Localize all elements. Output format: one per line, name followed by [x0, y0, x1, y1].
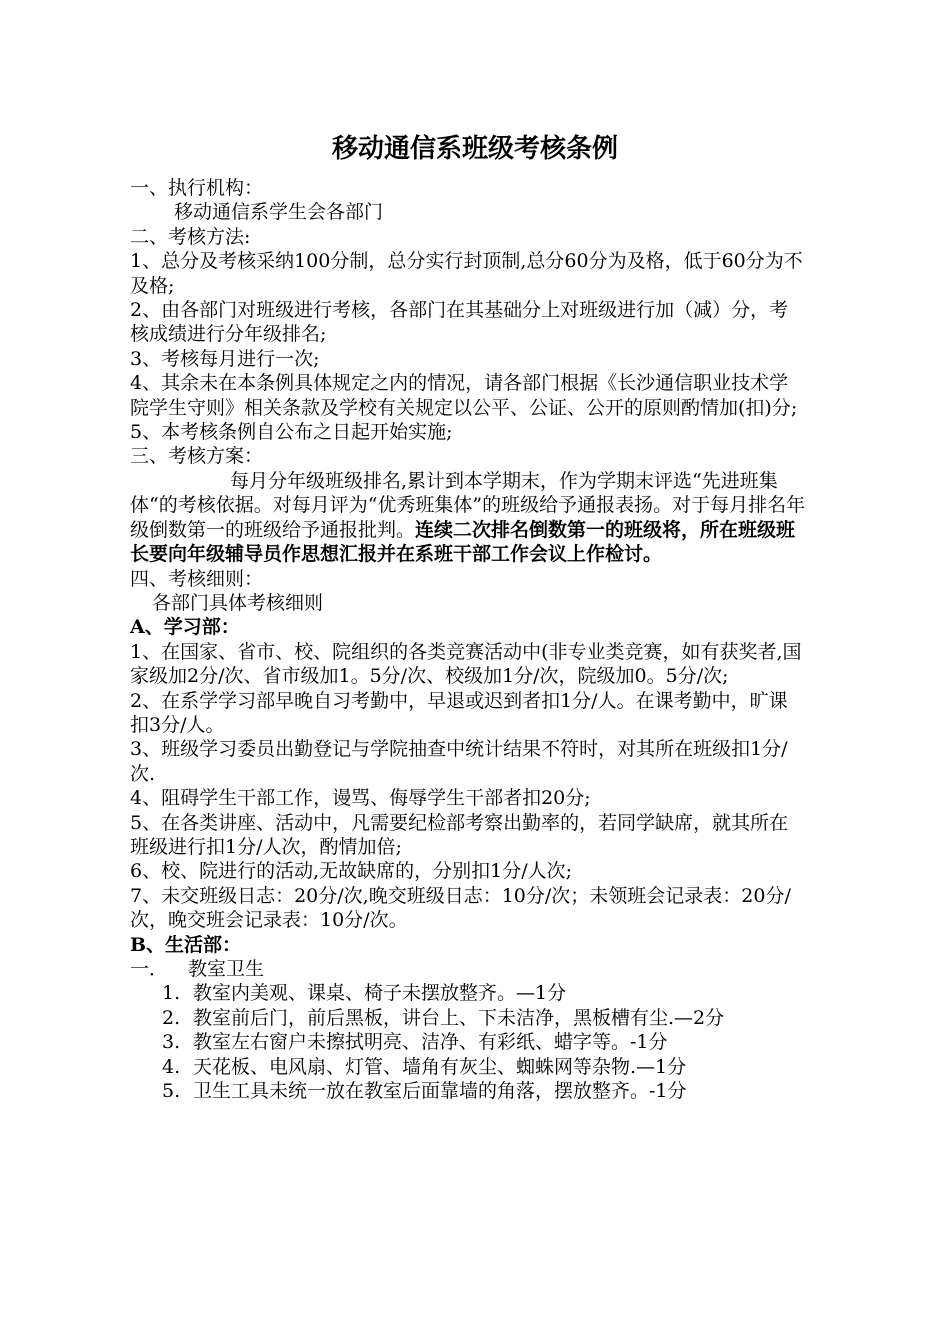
list-item-text: 教室前后门，前后黑板，讲台上、下未洁净，黑板槽有尘.—2分 — [193, 1006, 725, 1029]
dept-b-sub-number: 一． — [130, 958, 169, 980]
list-item — [130, 1006, 806, 1030]
section-2-item: 5、本考核条例自公布之日起开始实施; — [130, 421, 453, 444]
list-item-text: 卫生工具未统一放在教室后面靠墙的角落，摆放整齐。-1分 — [193, 1080, 687, 1103]
section-2-item: 2、由各部门对班级进行考核，各部门在其基础分上对班级进行加（减）分，考核成绩进行分年级排名; — [130, 299, 789, 346]
list-item — [130, 1055, 806, 1079]
section-4-heading: 四、考核细则： — [130, 567, 264, 590]
list-item-number: 1. — [162, 982, 181, 1005]
section-3-bold-text: 连续二次排名倒数第一的班级将，所在班级班长要向年级辅导员作思想汇报并在系班干部工作会议上作检讨。 — [130, 518, 796, 566]
list-item-number: 3. — [162, 1031, 181, 1054]
list-item-number: 4. — [162, 1055, 181, 1078]
document-title: 移动通信系班级考核条例 — [331, 134, 618, 164]
dept-a-heading: A、学习部： — [130, 616, 240, 639]
dept-b-subheading — [130, 957, 806, 981]
section-3-heading: 三、考核方案： — [130, 445, 264, 468]
section-3-text: 每月分年级班级排名,累计到本学期末，作为学期末评选“先进班集体“的考核依据。对每月评为“优秀班集体”的班级给予通报表扬。对于每月排名年级倒数第一的班级给予通报批判。 — [130, 469, 806, 541]
dept-a-item: 5、在各类讲座、活动中，凡需要纪检部考察出勤率的，若同学缺席，就其所在班级进行扣1分/人次，酌情加倍; — [130, 811, 789, 858]
list-item — [130, 1030, 806, 1054]
dept-a-item: 4、阻碍学生干部工作，谩骂、侮辱学生干部者扣20分; — [130, 787, 591, 810]
dept-b-heading: B、生活部： — [130, 933, 242, 956]
list-item-number: 2. — [162, 1006, 181, 1029]
dept-a-item: 6、校、院进行的活动,无故缺席的，分别扣1分/人次; — [130, 860, 573, 883]
list-item-text: 教室左右窗户未擦拭明亮、洁净、有彩纸、蜡字等。-1分 — [193, 1031, 668, 1054]
dept-a-item: 2、在系学学习部早晚自习考勤中，早退或迟到者扣1分/人。在课考勤中，旷课扣3分/人。 — [130, 689, 788, 736]
list-item — [130, 981, 806, 1005]
dept-b-sub-title: 教室卫生 — [188, 958, 265, 980]
dept-a-item: 7、未交班级日志：20分/次,晚交班级日志：10分/次；未领班会记录表：20分/次，晚交班会记录表：10分/次。 — [130, 884, 791, 932]
list-item-number: 5. — [162, 1080, 181, 1103]
section-1-heading: 一、执行机构： — [130, 177, 264, 199]
section-2-item: 1、总分及考核采纳100分制，总分实行封顶制,总分60分为及格，低于60分为不及格; — [130, 250, 803, 297]
section-1-body: 移动通信系学生会各部门 — [174, 201, 384, 224]
dept-b-list — [130, 981, 806, 1103]
section-4-subtitle: 各部门具体考核细则 — [152, 591, 324, 614]
section-2-item: 3、考核每月进行一次; — [130, 347, 320, 370]
list-item-text: 教室内美观、课桌、椅子未摆放整齐。—1分 — [193, 982, 567, 1005]
section-3-paragraph — [130, 469, 806, 567]
section-2-heading: 二、考核方法: — [130, 225, 251, 248]
section-2-item: 4、其余未在本条例具体规定之内的情况，请各部门根据《长沙通信职业技术学院学生守则》相关条款及学校有关规定以公平、公证、公开的原则酌情加(扣)分; — [130, 372, 798, 419]
dept-a-item: 1、在国家、省市、校、院组织的各类竞赛活动中(非专业类竞赛，如有获奖者,国家级加2分/次、省市级加1。5分/次、校级加1分/次，院级加0。5分/次; — [130, 640, 802, 688]
document-body — [130, 176, 806, 1103]
list-item-text: 天花板、电风扇、灯管、墙角有灰尘、蜘蛛网等杂物.—1分 — [193, 1055, 687, 1078]
list-item — [130, 1079, 806, 1103]
dept-a-item: 3、班级学习委员出勤登记与学院抽查中统计结果不符时，对其所在班级扣1分/次. — [130, 738, 788, 785]
